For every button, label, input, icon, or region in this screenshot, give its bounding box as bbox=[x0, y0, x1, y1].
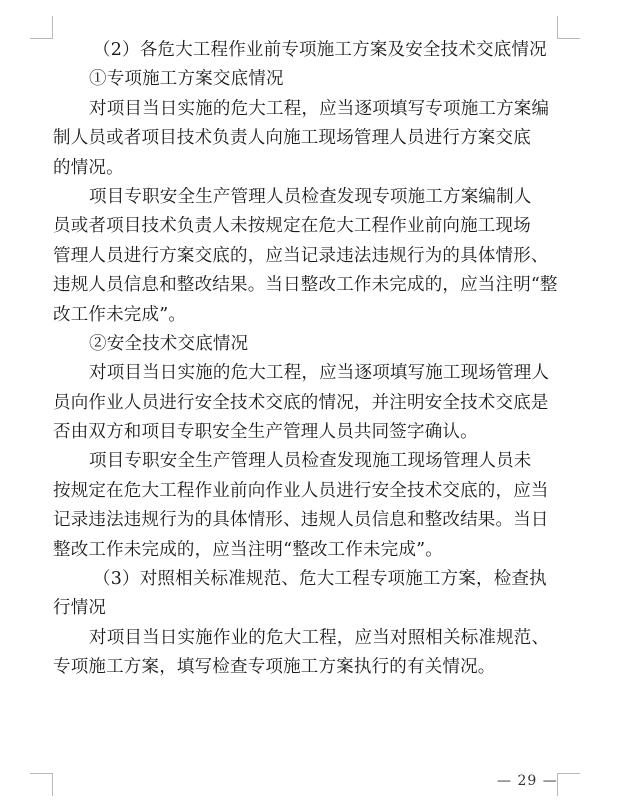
paragraph-line: 违规人员信息和整改结果。当日整改工作未完成的，应当注明“整 bbox=[53, 275, 558, 296]
paragraph-line: 整改工作未完成的，应当注明“整改工作未完成”。 bbox=[53, 539, 443, 560]
paragraph-line: 的情况。 bbox=[53, 157, 124, 178]
paragraph-line: 专项施工方案，填写检查专项施工方案执行的有关情况。 bbox=[53, 657, 496, 678]
paragraph-line: 对项目当日实施的危大工程，应当逐项填写专项施工方案编 bbox=[89, 98, 550, 119]
paragraph-line: 按规定在危大工程作业前向作业人员进行安全技术交底的，应当 bbox=[53, 480, 549, 501]
paragraph-line: 制人员或者项目技术负责人向施工现场管理人员进行方案交底 bbox=[53, 128, 531, 149]
paragraph-line: 改工作未完成”。 bbox=[53, 304, 187, 325]
paragraph-line: 项目专职安全生产管理人员检查发现专项施工方案编制人 bbox=[89, 186, 532, 207]
document-body bbox=[53, 36, 567, 683]
section-heading-continued: 行情况 bbox=[53, 598, 107, 619]
paragraph-line: 管理人员进行方案交底的，应当记录违法违规行为的具体情形、 bbox=[53, 245, 549, 266]
subsection-heading: ②安全技术交底情况 bbox=[89, 333, 249, 354]
paragraph-line: 员向作业人员进行安全技术交底的情况，并注明安全技术交底是 bbox=[53, 392, 549, 413]
paragraph-line: 记录违法违规行为的具体情形、违规人员信息和整改结果。当日 bbox=[53, 510, 549, 531]
paragraph-line: 对项目当日实施的危大工程，应当逐项填写施工现场管理人 bbox=[89, 363, 550, 384]
paragraph-line: 对项目当日实施作业的危大工程，应当对照相关标准规范、 bbox=[89, 627, 550, 648]
crop-mark-top-left bbox=[30, 16, 53, 39]
crop-mark-bottom-left bbox=[30, 773, 53, 796]
section-heading: （2）各危大工程作业前专项施工方案及安全技术交底情况 bbox=[93, 40, 547, 60]
crop-mark-bottom-right bbox=[557, 773, 580, 796]
paragraph-line: 员或者项目技术负责人未按规定在危大工程作业前向施工现场 bbox=[53, 216, 531, 237]
section-heading: （3）对照相关标准规范、危大工程专项施工方案，检查执 bbox=[93, 569, 547, 590]
paragraph-line: 否由双方和项目专职安全生产管理人员共同签字确认。 bbox=[53, 422, 478, 443]
paragraph-line: 项目专职安全生产管理人员检查发现施工现场管理人员未 bbox=[89, 451, 532, 472]
subsection-heading: ①专项施工方案交底情况 bbox=[89, 69, 284, 90]
page-number: — 29 — bbox=[497, 773, 558, 789]
